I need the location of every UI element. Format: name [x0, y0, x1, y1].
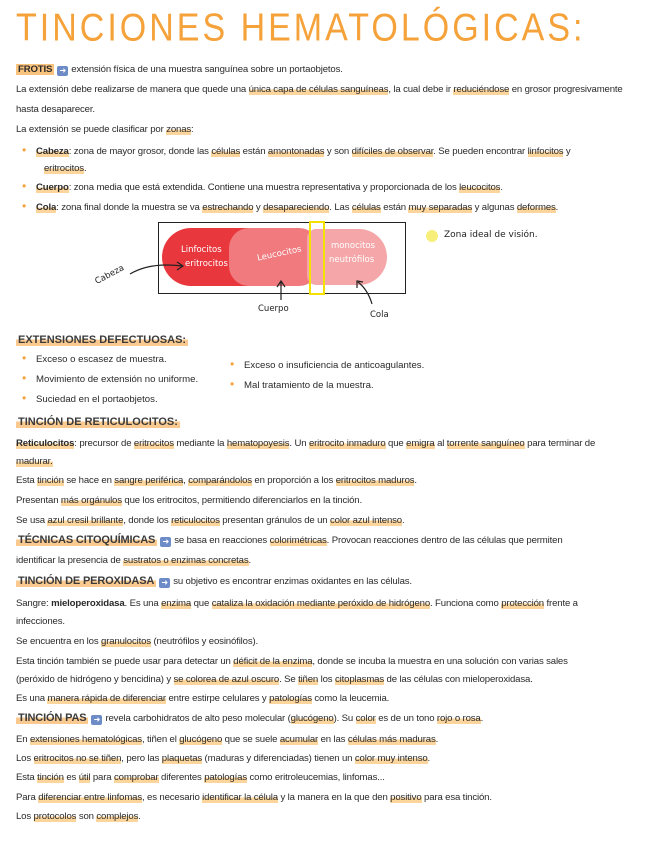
page-title: TINCIONES HEMATOLÓGICAS:	[16, 6, 586, 50]
perox-l5: (peróxido de hidrógeno y bencidina) y se colorea de azul oscuro. Se tiñen los citoplasmas de las células con mieloperoxidasa.	[16, 674, 533, 685]
pas-head-line: TINCIÓN PAS ➜ revela carbohidratos de alto peso molecular (glucógeno). Su color es de un tono rojo o rosa.	[18, 712, 484, 724]
cito-l2: identificar la presencia de sustratos o enzimas concretas.	[16, 555, 252, 566]
pas-l4: Para diferenciar entre linfomas, es necesario identificar la célula y la manera en la que den positivo para esa tinción.	[16, 792, 492, 803]
frotis-p1: La extensión debe realizarse de manera que quede una única capa de células sanguíneas, la cual debe ir reduciéndose en grosor progresivamente	[16, 84, 623, 95]
label-linfocitos: Linfocitos	[181, 245, 222, 255]
reti-l5: Se usa azul cresil brillante, donde los reticulocitos presentan gránulos de un color azul intenso.	[16, 515, 405, 526]
pas-heading: TINCIÓN PAS	[18, 712, 87, 724]
frotis-p3: La extensión se puede clasificar por zonas:	[16, 124, 194, 135]
bullet-icon: •	[22, 199, 27, 213]
bullet-icon: •	[22, 179, 27, 193]
arrow-right-icon: ➜	[159, 578, 170, 588]
extensiones-left-list	[22, 349, 198, 409]
reti-l3: Esta tinción se hace en sangre periférica, comparándolos en proporción a los eritrocitos maduros.	[16, 475, 417, 486]
reti-l2: madurar.	[16, 456, 53, 467]
arrow-right-icon: ➜	[160, 537, 171, 547]
extensiones-heading: EXTENSIONES DEFECTUOSAS:	[18, 334, 187, 346]
frotis-p2: hasta desaparecer.	[16, 104, 95, 115]
pas-l2: Los eritrocitos no se tiñen, pero las plaquetas (maduras y diferenciadas) tienen un color muy intenso.	[16, 753, 431, 764]
bullet-cola: • Cola: zona final donde la muestra se va estrechando y desapareciendo. Las células están muy separadas y algunas deformes.	[22, 199, 559, 213]
perox-l2: infecciones.	[16, 616, 65, 627]
pas-l5: Los protocolos son complejos.	[16, 811, 141, 822]
ideal-zone-legend-dot	[426, 230, 438, 242]
cito-l1: TÉCNICAS CITOQUÍMICAS ➜ se basa en reacciones colorimétricas. Provocan reacciones dentro de las células que permiten	[18, 534, 563, 546]
perox-l4: Esta tinción también se puede usar para detectar un déficit de la enzima, donde se incuba la muestra en una solución con varias sales	[16, 656, 568, 667]
reticulocitos-heading: TINCIÓN DE RETICULOCITOS:	[18, 416, 178, 428]
label-neutrofilos: neutrófilos	[329, 255, 375, 265]
label-eritrocitos: eritrocitos	[185, 259, 228, 269]
frotis-heading: FROTIS	[18, 64, 53, 75]
arrow-right-icon: ➜	[91, 715, 102, 725]
bullet-cuerpo: • Cuerpo: zona media que está extendida. Contiene una muestra representativa y proporcionada de los leucocitos.	[22, 179, 503, 193]
pas-l1: En extensiones hematológicas, tiñen el glucógeno que se suele acumular en las células más maduras.	[16, 734, 439, 745]
extensiones-right-list	[230, 355, 424, 395]
label-cabeza: Cabeza	[93, 263, 126, 287]
list-item: • Movimiento de extensión no uniforme.	[22, 371, 199, 385]
arrow-right-icon: ➜	[57, 66, 68, 76]
bullet-cabeza: • Cabeza: zona de mayor grosor, donde las células están amontonadas y son difíciles de observar. Se pueden encontrar linfocitos y	[22, 143, 571, 157]
list-item: • Exceso o escasez de muestra.	[22, 351, 167, 365]
list-item: • Mal tratamiento de la muestra.	[230, 377, 374, 391]
frotis-def-line: FROTIS ➜ extensión física de una muestra sanguínea sobre un portaobjetos.	[18, 64, 343, 75]
label-monocitos: monocitos	[331, 241, 376, 251]
bullet-icon: •	[22, 143, 27, 157]
perox-l1: Sangre: mieloperoxidasa. Es una enzima que cataliza la oxidación mediante peróxido de hidrógeno. Funciona como protección frente a	[16, 598, 578, 609]
bullet-cabeza-cont: eritrocitos.	[44, 163, 87, 174]
list-item: • Exceso o insuficiencia de anticoagulantes.	[230, 357, 425, 371]
perox-head-line: TINCIÓN DE PEROXIDASA ➜ su objetivo es encontrar enzimas oxidantes en las células.	[18, 575, 412, 587]
perox-l6: Es una manera rápida de diferenciar entre estirpe celulares y patologías como la leucemia.	[16, 693, 390, 704]
peroxidasa-heading: TINCIÓN DE PEROXIDASA	[18, 575, 155, 587]
reti-l4: Presentan más orgánulos que los eritrocitos, permitiendo diferenciarlos en la tinción.	[16, 495, 363, 506]
list-item: • Suciedad en el portaobjetos.	[22, 391, 158, 405]
ideal-zone-legend: Zona ideal de visión.	[444, 230, 538, 240]
label-cola: Cola	[370, 310, 389, 320]
reti-l1: Reticulocitos: precursor de eritrocitos mediante la hematopoyesis. Un eritrocito inmaduro que emigra al torrente sanguíneo para terminar de	[16, 438, 596, 449]
label-cuerpo: Cuerpo	[258, 304, 289, 314]
citoquimicas-heading: TÉCNICAS CITOQUÍMICAS	[18, 534, 156, 546]
label-leucocitos: Leucocitos	[256, 244, 303, 264]
perox-l3: Se encuentra en los granulocitos (neutrófilos y eosinófilos).	[16, 636, 259, 647]
pas-l3: Esta tinción es útil para comprobar diferentes patologías como eritroleucemias, linfomas...	[16, 772, 385, 783]
